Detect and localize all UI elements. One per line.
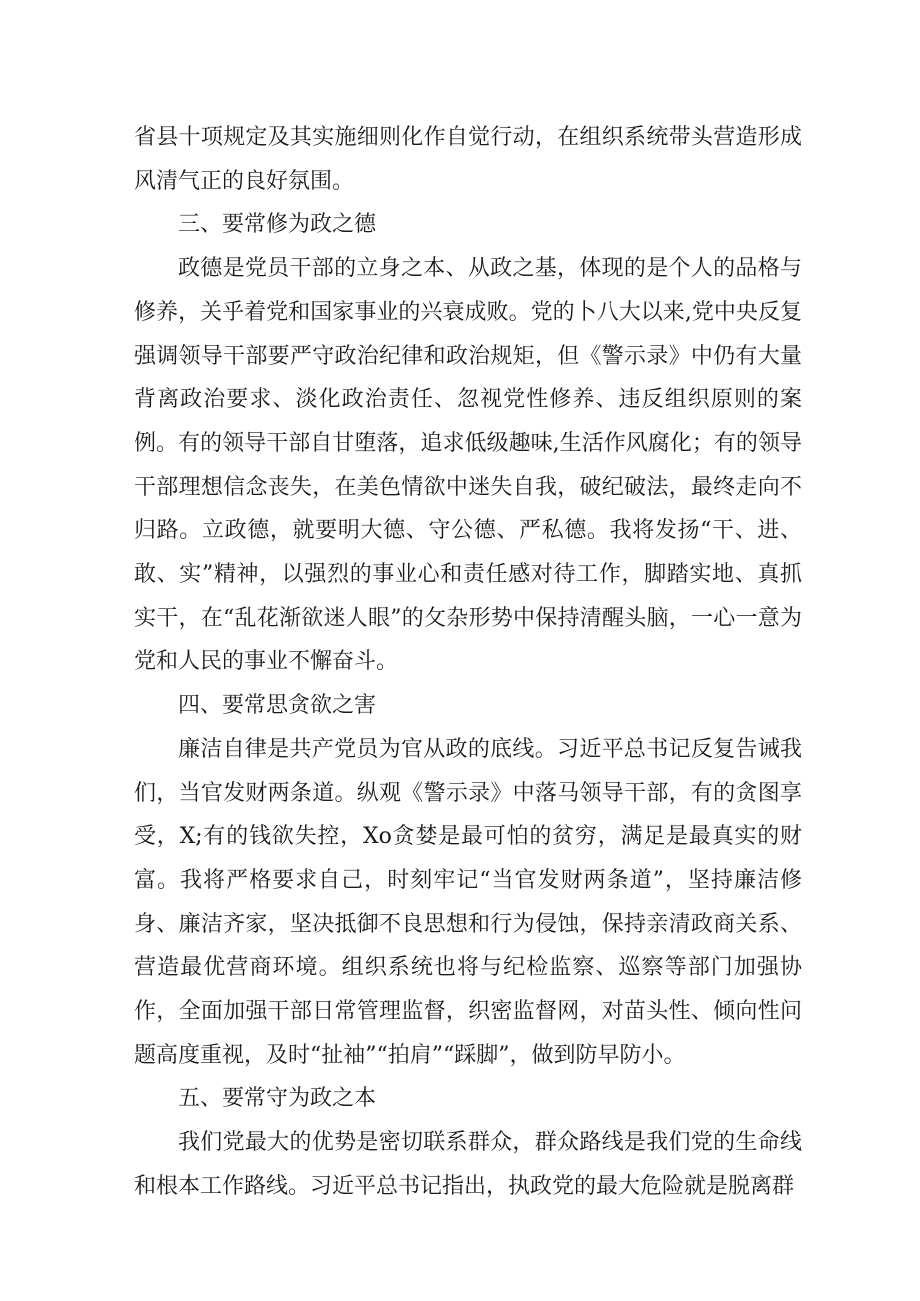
continuation-paragraph: 省县十项规定及其实施细则化作自觉行动，在组织系统带头营造形成风清气正的良好氛围。: [134, 125, 802, 194]
section-three-paragraph: 政德是党员干部的立身之本、从政之基，体现的是个人的品格与修养，关乎着党和国家事业的兴衰成败。党的卜八大以来,党中央反复强调领导干部要严守政治纪律和政治规矩，但《警示录》中仍有大量背离政治要求、淡化政治责任、忽视党性修养、违反组织原则的案例。有的领导干部自甘堕落，追求低级趣味,生活作风腐化；有的领导干部理想信念丧失，在美色情欲中迷失自我，破纪破法，最终走向不归路。立政德，就要明大德、守公德、严私德。我将发扬“干、进、敢、实”精神，以强烈的事业心和责任感对待工作，脚踏实地、真抓实干，在“乱花渐欲迷人眼”的攵杂形势中保持清醒头脑，一心一意为党和人民的事业不懈奋斗。: [134, 256, 802, 675]
document-body: [134, 116, 802, 1209]
section-heading-five: 五、要常守为政之本: [178, 1086, 377, 1112]
section-heading-three: 三、要常修为政之德: [178, 212, 377, 238]
section-heading-four: 四、要常思贪欲之害: [178, 693, 377, 719]
section-four-paragraph: 廉洁自律是共产党员为官从政的底线。习近平总书记反复告诫我们，当官发财两条道。纵观《警示录》中落马领导干部，有的贪图享受，X;有的钱欲失控，Xo贪婪是最可怕的贫穷，满足是最真实的财富。我将严格要求自己，时刻牢记“当官发财两条道”，坚持廉洁修身、廉洁齐家，坚决抵御不良思想和行为侵蚀，保持亲清政商关系、营造最优营商环境。组织系统也将与纪检监察、巡察等部门加强协作，全面加强干部日常管理监督，织密监督网，对苗头性、倾向性问题高度重视，及时“扯袖”“拍肩”“踩脚”，做到防早防小。: [134, 736, 802, 1068]
section-five-paragraph: 我们党最大的优势是密切联系群众，群众路线是我们党的生命线和根本工作路线。习近平总书记指出，执政党的最大危险就是脱离群: [134, 1130, 802, 1199]
